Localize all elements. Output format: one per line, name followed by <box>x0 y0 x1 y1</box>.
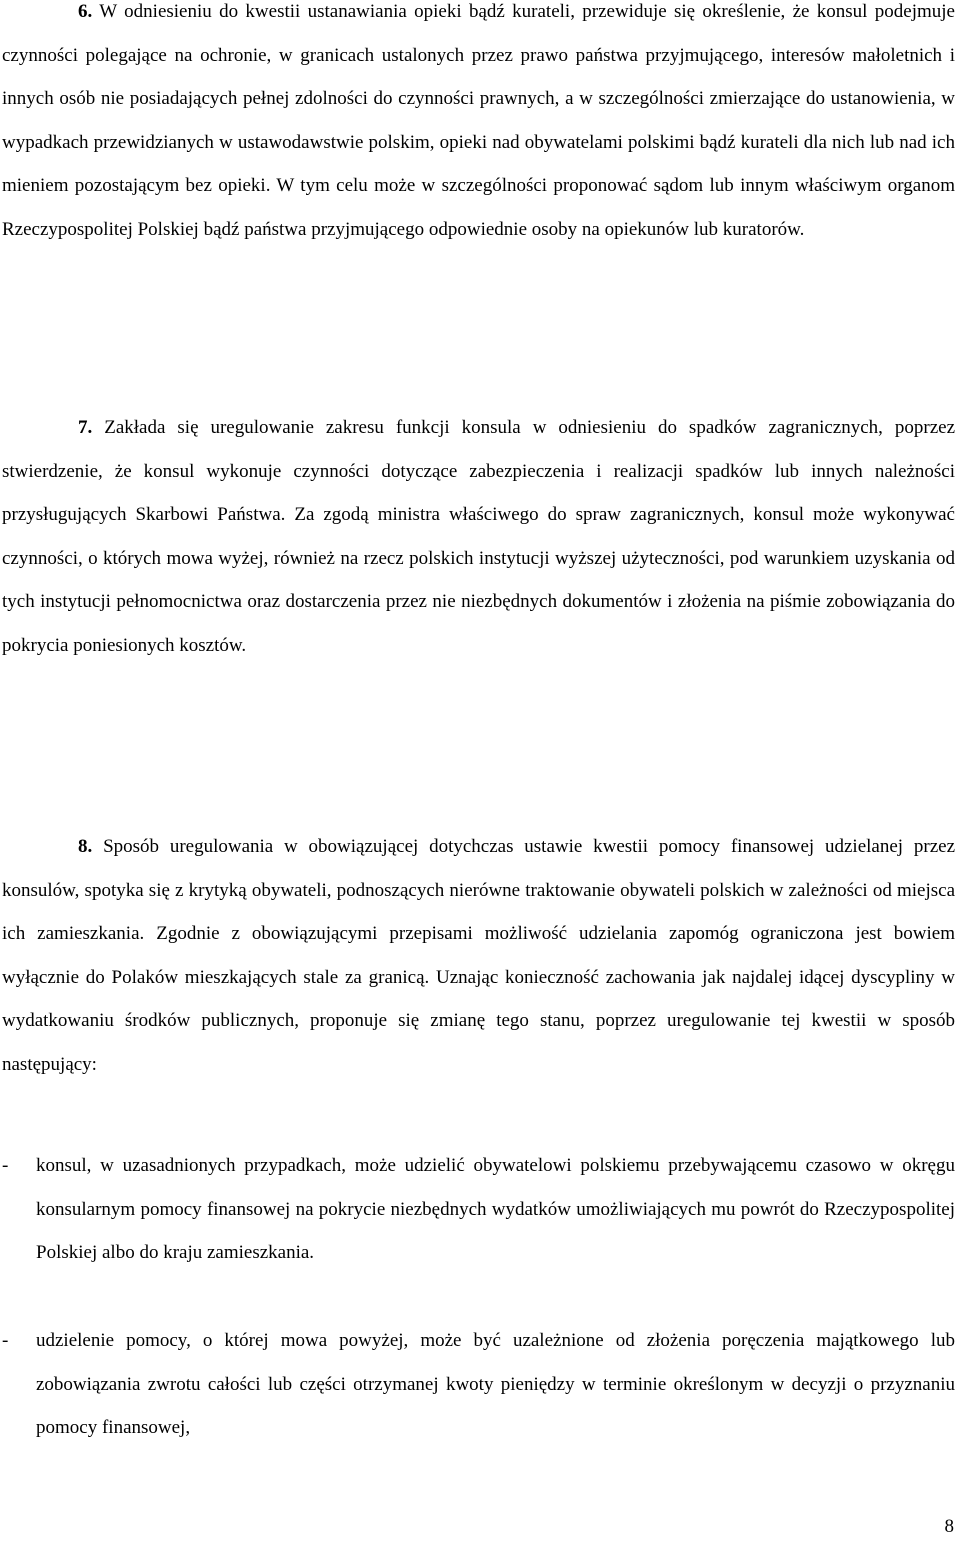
list-item <box>2 1319 955 1450</box>
section-8-number: 8. <box>78 836 93 857</box>
section-6-text: W odniesieniu do kwestii ustanawiania opieki bądź kurateli, przewiduje się określenie, że konsul podejmuje czynności polegające na ochronie, w granicach ustalonych przez prawo państwa przyjmującego, interesów małoletnich i innych osób nie posiadających pełnej zdolności do czynności prawnych, a w szczególności zmierzające do ustanowienia, w wypadkach przewidzianych w ustawodawstwie polskim, opieki nad obywatelami polskimi bądź kurateli dla nich lub nad ich mieniem pozostającym bez opieki. W tym celu może w szczególności proponować sądom lub innym właściwym organom Rzeczypospolitej Polskiej bądź państwa przyjmującego odpowiednie osoby na opiekunów lub kuratorów. <box>2 1 955 240</box>
section-8-paragraph <box>2 825 955 1087</box>
section-7-text: Zakłada się uregulowanie zakresu funkcji konsula w odniesieniu do spadków zagranicznych, poprzez stwierdzenie, że konsul wykonuje czynności dotyczące zabezpieczenia i realizacji spadków lub innych należności przysługujących Skarbowi Państwa. Za zgodą ministra właściwego do spraw zagranicznych, konsul może wykonywać czynności, o których mowa wyżej, również na rzecz polskich instytucji wyższej użyteczności, pod warunkiem uzyskania od tych instytucji pełnomocnictwa oraz dostarczenia przez nie niezbędnych dokumentów i złożenia na piśmie zobowiązania do pokrycia poniesionych kosztów. <box>2 417 956 656</box>
list-item <box>2 1144 955 1275</box>
section-7-number: 7. <box>78 417 93 438</box>
list-item-text: konsul, w uzasadnionych przypadkach, może udzielić obywatelowi polskiemu przebywającemu czasowo w okręgu konsularnym pomocy finansowej na pokrycie niezbędnych wydatków umożliwiających mu powrót do Rzeczypospolitej Polskiej albo do kraju zamieszkania. <box>36 1155 955 1264</box>
section-8-text: Sposób uregulowania w obowiązującej dotychczas ustawie kwestii pomocy finansowej udzielanej przez konsulów, spotyka się z krytyką obywateli, podnoszących nierówne traktowanie obywateli polskich w zależności od miejsca ich zamieszkania. Zgodnie z obowiązującymi przepisami możliwość udzielania zapomóg ograniczona jest bowiem wyłącznie do Polaków mieszkających stale za granicą. Uznając konieczność zachowania jak najdalej idącej dyscypliny w wydatkowaniu środków publicznych, proponuje się zmianę tego stanu, poprzez uregulowanie tej kwestii w sposób następujący: <box>2 836 956 1075</box>
list-item-text: udzielenie pomocy, o której mowa powyżej, może być uzależnione od złożenia poręczenia majątkowego lub zobowiązania zwrotu całości lub części otrzymanej kwoty pieniędzy w terminie określonym w decyzji o przyznaniu pomocy finansowej, <box>36 1330 955 1439</box>
section-7-paragraph <box>2 406 955 668</box>
page-number: 8 <box>944 1516 954 1537</box>
list-item-marker: - <box>2 1330 9 1351</box>
section-6-number: 6. <box>78 1 93 22</box>
list-item-marker: - <box>2 1155 9 1176</box>
section-6-paragraph <box>2 0 955 252</box>
